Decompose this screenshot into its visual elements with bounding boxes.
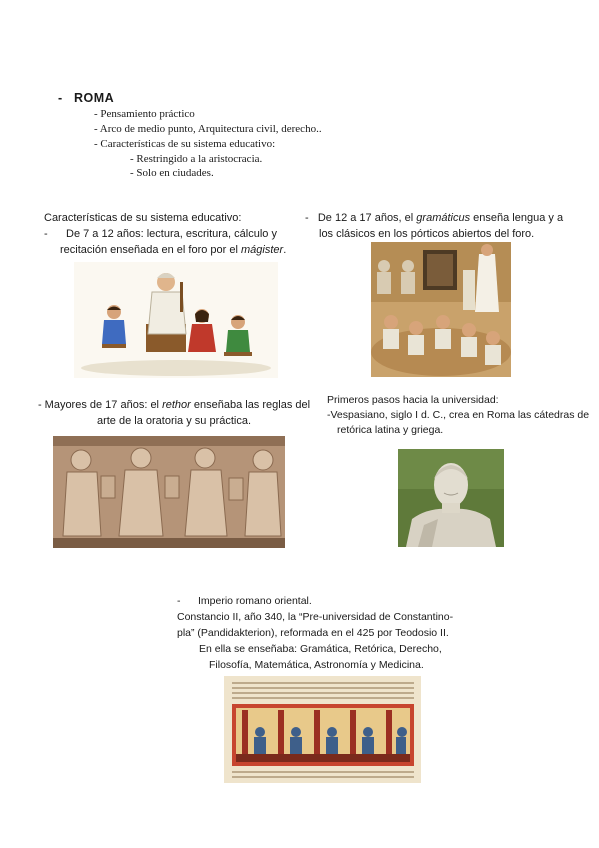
section-university [327,393,592,438]
section-heading: Primeros pasos hacia la universidad: [327,394,499,406]
italic-term: rethor [162,399,191,411]
section-line: -Vespasiano, siglo I d. C., crea en Roma las cátedras de [327,409,590,421]
roma-item-2: - Arco de medio punto, Arquitectura civil, derecho.. [94,123,322,135]
roman-relief-image [53,436,285,548]
section-heading: Características de su sistema educativo: [44,212,242,224]
roma-item-1: - Pensamiento práctico [94,108,195,120]
roma-subitem-2: - Solo en ciudades. [130,167,214,179]
section-line: - De 12 a 17 años, el gramáticus enseña lengua y a [305,212,564,224]
section-12-17 [305,210,575,242]
roma-item-3: - Características de su sistema educativo: [94,138,276,150]
page-title [58,91,114,105]
section-line: los clásicos en los pórticos abiertos del foro. [319,228,535,240]
section-heading: - Imperio romano oriental. [177,595,312,607]
section-7-12 [44,210,314,258]
section-line: Filosofía, Matemática, Astronomía y Medicina. [209,659,424,671]
roma-subitem-1: - Restringido a la aristocracia. [130,153,263,165]
gramaticus-portico-illustration [371,242,511,377]
section-line: retórica latina y griega. [337,424,444,436]
magister-children-illustration [74,262,278,378]
section-line: - De 7 a 12 años: lectura, escritura, cálculo y [44,228,277,240]
title-text: ROMA [74,91,115,105]
italic-term: mágister [241,244,284,256]
section-line: En ella se enseñaba: Gramática, Retórica, Derecho, [199,643,442,655]
byzantine-manuscript-image [224,676,421,783]
italic-term: gramáticus [416,212,471,224]
section-line: arte de la oratoria y su práctica. [96,415,252,427]
vespasian-bust-image [398,449,504,547]
section-rethor [24,397,324,429]
section-line: pla” (Pandidakterion), reformada en el 425 por Teodosio II. [177,627,449,639]
section-eastern-empire [177,593,497,673]
section-line: Constancio II, año 340, la “Pre-universidad de Constantino- [177,611,454,623]
section-line: - Mayores de 17 años: el rethor enseñaba las reglas del [37,399,311,411]
title-dash: - [58,91,63,105]
section-line: recitación enseñada en el foro por el mágister. [60,244,287,256]
